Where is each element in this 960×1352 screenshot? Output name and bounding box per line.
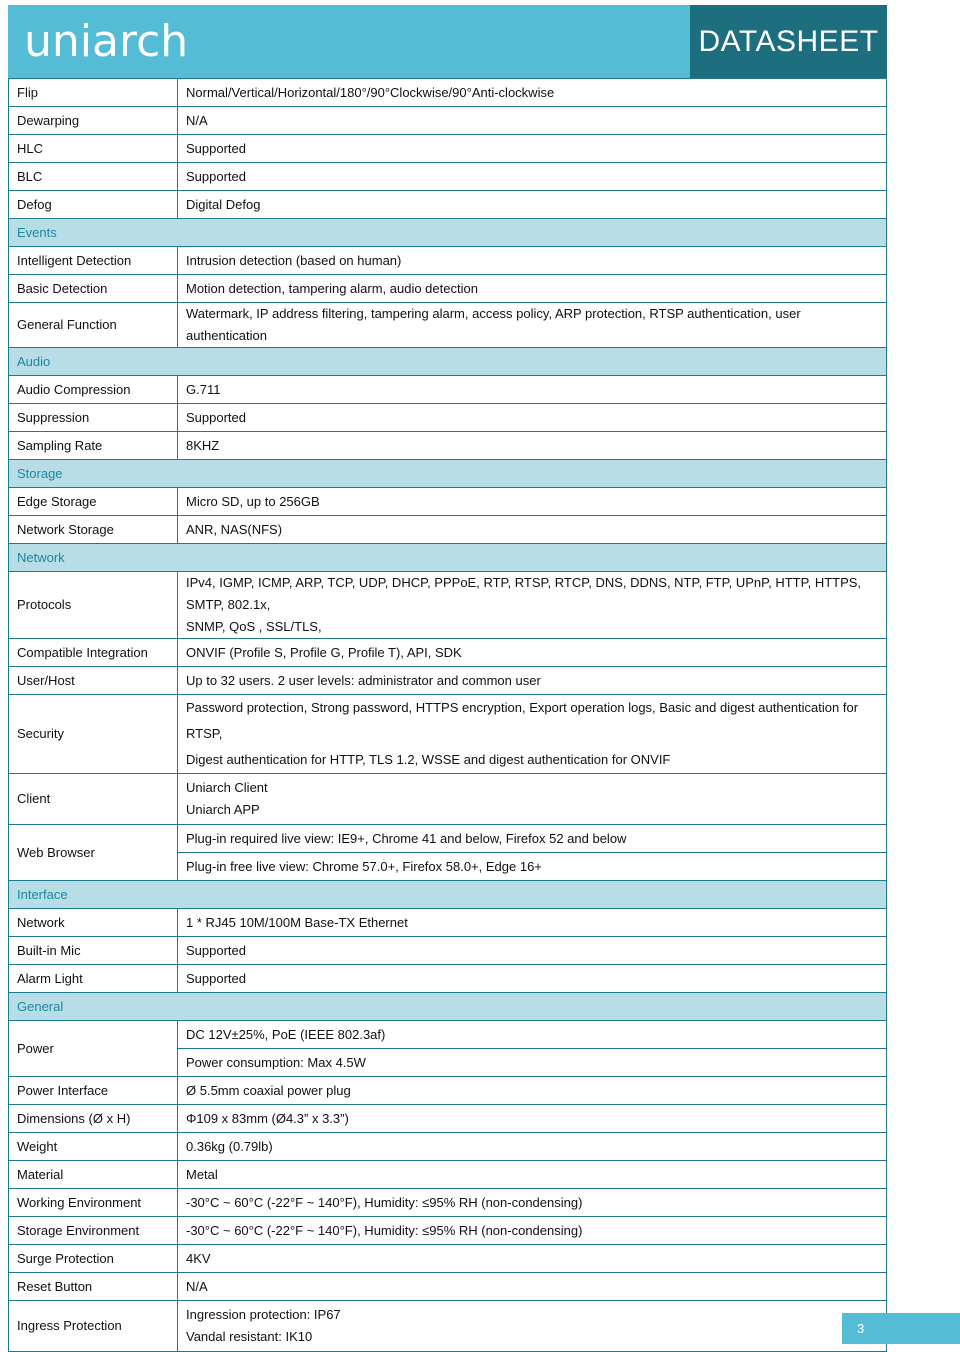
spec-row-network: [9, 909, 887, 937]
spec-row-power: [9, 1021, 887, 1049]
spec-row-material: [9, 1161, 887, 1189]
spec-value-line: Normal/Vertical/Horizontal/180°/90°Clockwise/90°Anti-clockwise: [186, 84, 555, 100]
spec-value-line: G.711: [186, 381, 221, 397]
spec-key: Reset Button: [9, 1273, 178, 1301]
spec-value: DC 12V±25%, PoE (IEEE 802.3af): [178, 1021, 887, 1049]
spec-row-audio-compression: [9, 376, 887, 404]
spec-value: [178, 572, 887, 639]
spec-value-line: Digest authentication for HTTP, TLS 1.2, WSSE and digest authentication for ONVIF: [186, 752, 671, 767]
spec-row-web-browser: [9, 825, 887, 853]
spec-value-line: Φ109 x 83mm (Ø4.3” x 3.3”): [186, 1110, 349, 1126]
spec-row-weight: [9, 1133, 887, 1161]
spec-row-blc: [9, 163, 887, 191]
section-header-storage: [9, 460, 887, 488]
spec-row-basic-detection: [9, 275, 887, 303]
spec-key: Network Storage: [9, 516, 178, 544]
spec-row-general-function: [9, 303, 887, 348]
spec-value-line: 1 * RJ45 10M/100M Base-TX Ethernet: [186, 914, 408, 930]
spec-key: Alarm Light: [9, 965, 178, 993]
spec-value-line: Micro SD, up to 256GB: [186, 493, 320, 509]
section-header-interface: [9, 881, 887, 909]
spec-value-line: Uniarch Client: [186, 780, 268, 795]
spec-value: [178, 639, 887, 667]
spec-table-body: [9, 79, 887, 1352]
spec-row-flip: [9, 79, 887, 107]
spec-value: [178, 774, 887, 825]
spec-key: Sampling Rate: [9, 432, 178, 460]
spec-key: Edge Storage: [9, 488, 178, 516]
header-banner: [8, 5, 887, 78]
section-label: Network: [9, 544, 887, 572]
spec-table: [8, 78, 887, 1352]
spec-row-built-in-mic: [9, 937, 887, 965]
section-label: Storage: [9, 460, 887, 488]
page-number: 3: [842, 1313, 960, 1344]
spec-value-line: ONVIF (Profile S, Profile G, Profile T), API, SDK: [186, 644, 462, 660]
spec-value-line: Up to 32 users. 2 user levels: administrator and common user: [186, 672, 541, 688]
spec-value: [178, 247, 887, 275]
spec-value-line: Intrusion detection (based on human): [186, 252, 402, 268]
spec-value: [178, 1217, 887, 1245]
spec-value: [178, 404, 887, 432]
spec-row-dewarping: [9, 107, 887, 135]
spec-row-reset-button: [9, 1273, 887, 1301]
spec-value-line: -30°C ~ 60°C (-22°F ~ 140°F), Humidity: ≤95% RH (non-condensing): [186, 1194, 583, 1210]
spec-row-working-environment: [9, 1189, 887, 1217]
spec-value-line: Supported: [186, 942, 246, 958]
section-label: General: [9, 993, 887, 1021]
spec-value-line: N/A: [186, 1278, 208, 1294]
spec-value: [178, 1273, 887, 1301]
spec-value: [178, 303, 887, 348]
section-header-general: [9, 993, 887, 1021]
spec-row-suppression: [9, 404, 887, 432]
spec-value: [178, 488, 887, 516]
spec-value: [178, 135, 887, 163]
spec-key: Flip: [9, 79, 178, 107]
spec-value-line: Metal: [186, 1166, 218, 1182]
spec-value: Plug-in required live view: IE9+, Chrome 41 and below, Firefox 52 and below: [178, 825, 887, 853]
spec-row-power-interface: [9, 1077, 887, 1105]
spec-key: Dimensions (Ø x H): [9, 1105, 178, 1133]
spec-key: Weight: [9, 1133, 178, 1161]
spec-value-line: Supported: [186, 168, 246, 184]
spec-value: [178, 1245, 887, 1273]
spec-key: User/Host: [9, 667, 178, 695]
spec-value-line: Watermark, IP address filtering, tampering alarm, access policy, ARP protection, RTSP authentication, user authentication: [186, 306, 801, 343]
spec-value: [178, 965, 887, 993]
spec-row-edge-storage: [9, 488, 887, 516]
spec-value: Plug-in free live view: Chrome 57.0+, Firefox 58.0+, Edge 16+: [178, 853, 887, 881]
spec-value-line: 4KV: [186, 1250, 211, 1266]
spec-value-line: SNMP, QoS , SSL/TLS,: [186, 619, 322, 634]
spec-key: Compatible Integration: [9, 639, 178, 667]
spec-key: Dewarping: [9, 107, 178, 135]
spec-key: Security: [9, 695, 178, 774]
spec-value: [178, 432, 887, 460]
spec-value: [178, 937, 887, 965]
spec-row-dimensions-x-h: [9, 1105, 887, 1133]
section-header-events: [9, 219, 887, 247]
spec-key: Suppression: [9, 404, 178, 432]
spec-value: [178, 79, 887, 107]
spec-value: [178, 191, 887, 219]
spec-key: Power Interface: [9, 1077, 178, 1105]
spec-value: [178, 275, 887, 303]
spec-key: Client: [9, 774, 178, 825]
spec-value-line: Vandal resistant: IK10: [186, 1329, 313, 1344]
spec-value: [178, 107, 887, 135]
spec-row-hlc: [9, 135, 887, 163]
spec-key: Protocols: [9, 572, 178, 639]
spec-row-security: [9, 695, 887, 774]
spec-row-sampling-rate: [9, 432, 887, 460]
section-header-network: [9, 544, 887, 572]
spec-value-line: Uniarch APP: [186, 802, 260, 817]
spec-key: Web Browser: [9, 825, 178, 881]
section-header-audio: [9, 348, 887, 376]
spec-row-client: [9, 774, 887, 825]
spec-value-line: Supported: [186, 970, 246, 986]
spec-row-compatible-integration: [9, 639, 887, 667]
spec-row-protocols: [9, 572, 887, 639]
spec-value: [178, 1189, 887, 1217]
spec-value: [178, 667, 887, 695]
section-label: Interface: [9, 881, 887, 909]
spec-key: Defog: [9, 191, 178, 219]
spec-value: [178, 516, 887, 544]
spec-key: Ingress Protection: [9, 1301, 178, 1352]
spec-value-line: 8KHZ: [186, 437, 220, 453]
spec-value-line: Ingression protection: IP67: [186, 1307, 341, 1322]
spec-value: [178, 1105, 887, 1133]
spec-key: Storage Environment: [9, 1217, 178, 1245]
spec-key: Surge Protection: [9, 1245, 178, 1273]
spec-value: [178, 695, 887, 774]
spec-value: [178, 909, 887, 937]
spec-key: HLC: [9, 135, 178, 163]
spec-key: General Function: [9, 303, 178, 348]
section-label: Events: [9, 219, 887, 247]
spec-value-line: Digital Defog: [186, 196, 261, 212]
uniarch-logo: uniarch: [24, 16, 189, 67]
datasheet-title: DATASHEET: [690, 5, 887, 78]
spec-key: BLC: [9, 163, 178, 191]
spec-key: Basic Detection: [9, 275, 178, 303]
spec-value-line: ANR, NAS(NFS): [186, 521, 283, 537]
spec-key: Network: [9, 909, 178, 937]
spec-row-defog: [9, 191, 887, 219]
spec-row-alarm-light: [9, 965, 887, 993]
spec-key: Built-in Mic: [9, 937, 178, 965]
spec-value-line: IPv4, IGMP, ICMP, ARP, TCP, UDP, DHCP, PPPoE, RTP, RTSP, RTCP, DNS, DDNS, NTP, FTP, UPnP, HTTP, HTTPS, SMTP, 802.1x,: [186, 575, 862, 612]
spec-value-line: Supported: [186, 140, 246, 156]
spec-key: Material: [9, 1161, 178, 1189]
spec-value-line: Motion detection, tampering alarm, audio detection: [186, 280, 478, 296]
spec-key: Power: [9, 1021, 178, 1077]
spec-value: [178, 1077, 887, 1105]
spec-value: Power consumption: Max 4.5W: [178, 1049, 887, 1077]
spec-row-intelligent-detection: [9, 247, 887, 275]
spec-row-storage-environment: [9, 1217, 887, 1245]
spec-key: Audio Compression: [9, 376, 178, 404]
spec-key: Working Environment: [9, 1189, 178, 1217]
spec-row-network-storage: [9, 516, 887, 544]
section-label: Audio: [9, 348, 887, 376]
spec-value-line: Ø 5.5mm coaxial power plug: [186, 1082, 351, 1098]
spec-value-line: N/A: [186, 112, 208, 128]
spec-value: [178, 163, 887, 191]
spec-row-user-host: [9, 667, 887, 695]
spec-key: Intelligent Detection: [9, 247, 178, 275]
spec-value-line: -30°C ~ 60°C (-22°F ~ 140°F), Humidity: ≤95% RH (non-condensing): [186, 1222, 583, 1238]
spec-value: [178, 376, 887, 404]
spec-value-line: Password protection, Strong password, HTTPS encryption, Export operation logs, Basic and digest authentication for RTSP,: [186, 700, 859, 741]
spec-value-line: 0.36kg (0.79lb): [186, 1138, 273, 1154]
spec-value: [178, 1161, 887, 1189]
spec-value-line: Supported: [186, 409, 246, 425]
spec-row-surge-protection: [9, 1245, 887, 1273]
spec-value: [178, 1133, 887, 1161]
